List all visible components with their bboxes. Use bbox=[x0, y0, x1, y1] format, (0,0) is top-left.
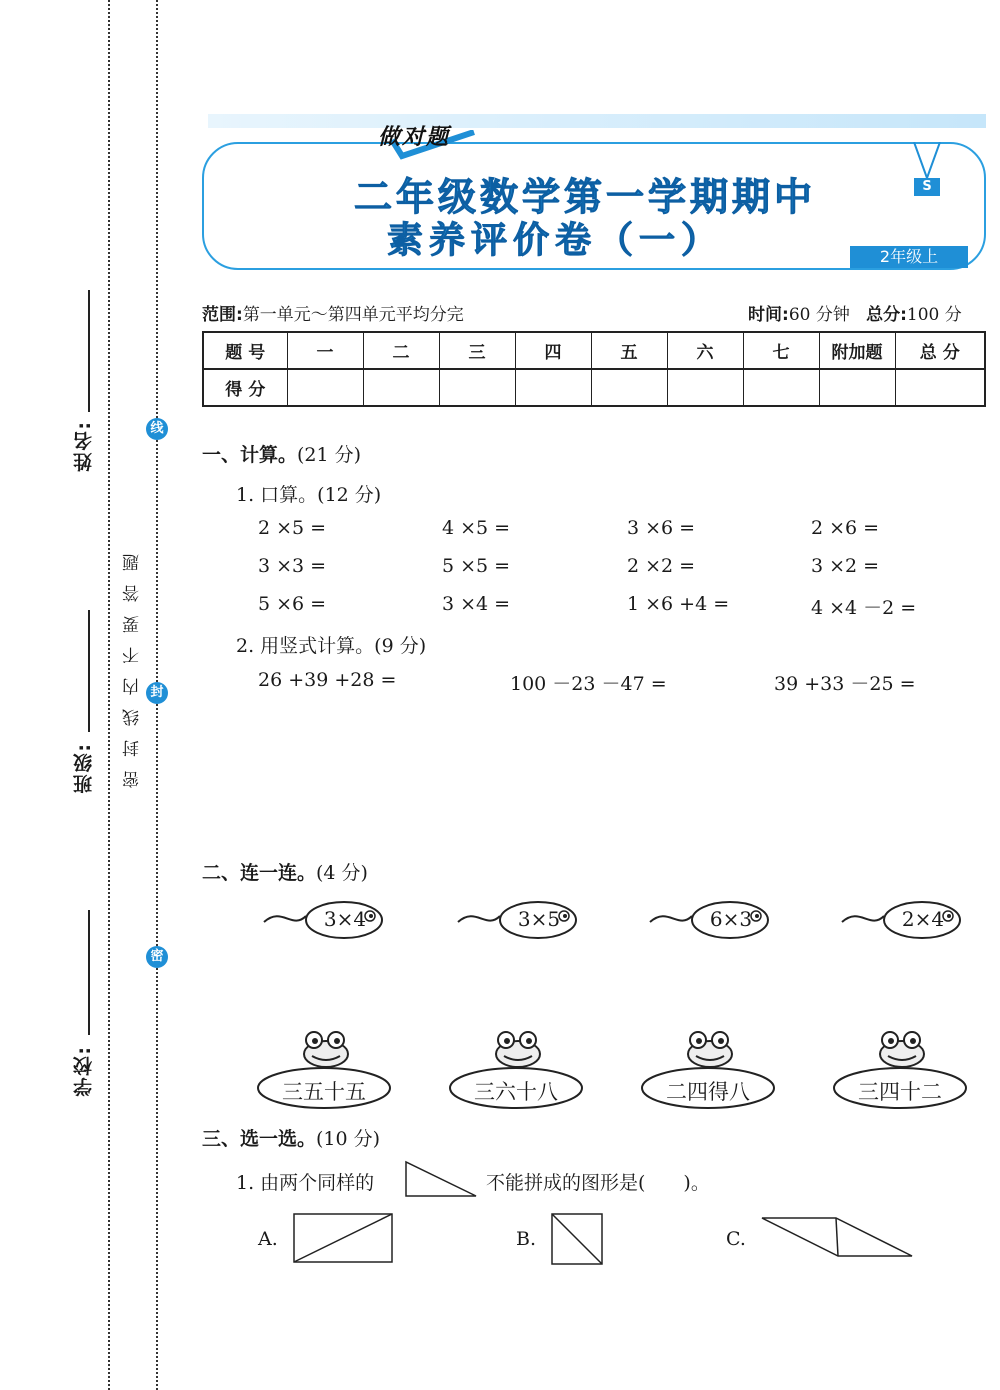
section-1-title bbox=[202, 440, 361, 467]
table-header-cell: 四 bbox=[515, 332, 591, 369]
school-blank[interactable] bbox=[88, 910, 90, 1035]
table-header-cell: 一 bbox=[287, 332, 363, 369]
section-1-heading: 一、计算。 bbox=[202, 444, 298, 466]
scope-info bbox=[202, 300, 464, 325]
tadpole-card[interactable] bbox=[456, 896, 606, 946]
score-cell[interactable] bbox=[439, 369, 515, 406]
seal-mark-line: 线 bbox=[146, 418, 168, 440]
tadpole-expression: 3×4 bbox=[323, 907, 367, 931]
title-line-2: 素养评价卷（一） bbox=[386, 220, 723, 261]
school-label: 学校: bbox=[73, 1045, 95, 1097]
score-cell[interactable] bbox=[819, 369, 895, 406]
option-b-label[interactable]: B. bbox=[516, 1228, 537, 1250]
section-3-points: (10 分) bbox=[316, 1128, 381, 1150]
score-cell[interactable] bbox=[895, 369, 985, 406]
table-header-cell: 总 分 bbox=[895, 332, 985, 369]
score-cell[interactable] bbox=[743, 369, 819, 406]
section-3-title bbox=[202, 1124, 380, 1151]
parallelogram-shape bbox=[760, 1216, 916, 1262]
option-c-label[interactable]: C. bbox=[726, 1228, 746, 1250]
class-blank[interactable] bbox=[88, 610, 90, 732]
triangle-icon bbox=[404, 1160, 480, 1200]
vertical-problem: 100 －23 －47 = bbox=[510, 673, 667, 695]
oral-problem: 2 ×6 = bbox=[811, 517, 880, 539]
total-label: 总分: bbox=[866, 305, 907, 325]
vertical-problem: 26 +39 +28 = bbox=[258, 669, 397, 691]
frog-card[interactable] bbox=[446, 1030, 586, 1110]
option-a-label[interactable]: A. bbox=[258, 1228, 278, 1250]
table-row bbox=[203, 369, 985, 406]
oral-problem: 3 ×4 = bbox=[442, 593, 511, 615]
binding-warning: 密封线内不要答题 bbox=[123, 540, 143, 788]
seal-mark-secret: 密 bbox=[146, 946, 168, 968]
oral-problem: 2 ×5 = bbox=[258, 517, 327, 539]
section-3-heading: 三、选一选。 bbox=[202, 1128, 317, 1150]
oral-problem: 3 ×2 = bbox=[811, 555, 880, 577]
rectangle-diagonal-shape bbox=[292, 1212, 396, 1266]
tadpole-card[interactable] bbox=[262, 896, 412, 946]
vertical-problem: 39 +33 －25 = bbox=[774, 673, 916, 695]
oral-problem: 4 ×4 －2 = bbox=[811, 597, 917, 619]
score-cell[interactable] bbox=[667, 369, 743, 406]
tadpole-expression: 2×4 bbox=[901, 907, 945, 931]
oral-problem: 1 ×6 +4 = bbox=[627, 593, 730, 615]
time-total-info bbox=[748, 300, 962, 325]
name-blank[interactable] bbox=[88, 290, 90, 412]
score-cell[interactable] bbox=[287, 369, 363, 406]
name-label: 姓名: bbox=[73, 420, 95, 472]
time-label: 时间: bbox=[748, 305, 789, 325]
table-header-cell: 七 bbox=[743, 332, 819, 369]
title-line-1: 二年级数学第一学期期中 bbox=[353, 175, 816, 219]
frog-card[interactable] bbox=[254, 1030, 394, 1110]
frog-phrase: 二四得八 bbox=[666, 1080, 750, 1104]
table-header-cell: 附加题 bbox=[819, 332, 895, 369]
scope-label: 范围: bbox=[202, 305, 243, 325]
seal-mark-seal: 封 bbox=[146, 682, 168, 704]
frog-phrase: 三六十八 bbox=[474, 1080, 558, 1104]
scope-value: 第一单元～第四单元平均分完 bbox=[242, 305, 464, 325]
square-diagonal-shape bbox=[550, 1212, 606, 1268]
tadpole-card[interactable] bbox=[648, 896, 798, 946]
score-cell[interactable] bbox=[363, 369, 439, 406]
table-row bbox=[203, 332, 985, 369]
oral-problem: 4 ×5 = bbox=[442, 517, 511, 539]
tadpole-expression: 3×5 bbox=[517, 907, 561, 931]
table-header-cell: 二 bbox=[363, 332, 439, 369]
banner-strip bbox=[208, 114, 986, 128]
brand-label: 做对题 bbox=[378, 125, 451, 150]
tadpole-card[interactable] bbox=[840, 896, 990, 946]
frog-phrase: 三四十二 bbox=[858, 1080, 942, 1104]
binding-dotted-line-outer bbox=[108, 0, 110, 1390]
frog-card[interactable] bbox=[638, 1030, 778, 1110]
oral-problem: 2 ×2 = bbox=[627, 555, 696, 577]
section-2-title bbox=[202, 858, 368, 885]
score-row-label: 得 分 bbox=[203, 369, 287, 406]
class-label: 班级: bbox=[73, 742, 95, 794]
grade-badge: 2年级上 bbox=[850, 246, 968, 268]
oral-problem: 3 ×3 = bbox=[258, 555, 327, 577]
question-1-prefix: 1. 由两个同样的 bbox=[236, 1172, 375, 1194]
score-cell[interactable] bbox=[591, 369, 667, 406]
table-header-cell: 三 bbox=[439, 332, 515, 369]
tadpole-expression: 6×3 bbox=[709, 907, 753, 931]
question-1-suffix: 不能拼成的图形是( )。 bbox=[486, 1172, 710, 1194]
frog-phrase: 三五十五 bbox=[282, 1080, 366, 1104]
vertical-calc-heading: 2. 用竖式计算。(9 分) bbox=[236, 635, 427, 657]
s-tag: S bbox=[914, 178, 940, 196]
section-2-heading: 二、连一连。 bbox=[202, 862, 317, 884]
table-header-cell: 五 bbox=[591, 332, 667, 369]
table-header-cell: 六 bbox=[667, 332, 743, 369]
oral-problem: 5 ×5 = bbox=[442, 555, 511, 577]
score-table bbox=[202, 331, 986, 407]
oral-calc-heading: 1. 口算。(12 分) bbox=[236, 484, 382, 506]
section-1-points: (21 分) bbox=[297, 444, 362, 466]
time-value: 60 分钟 bbox=[788, 305, 850, 325]
oral-problem: 3 ×6 = bbox=[627, 517, 696, 539]
oral-problem: 5 ×6 = bbox=[258, 593, 327, 615]
table-header-cell: 题 号 bbox=[203, 332, 287, 369]
title-banner bbox=[200, 112, 990, 272]
frog-card[interactable] bbox=[830, 1030, 970, 1110]
total-value: 100 分 bbox=[906, 305, 962, 325]
section-2-points: (4 分) bbox=[316, 862, 368, 884]
score-cell[interactable] bbox=[515, 369, 591, 406]
